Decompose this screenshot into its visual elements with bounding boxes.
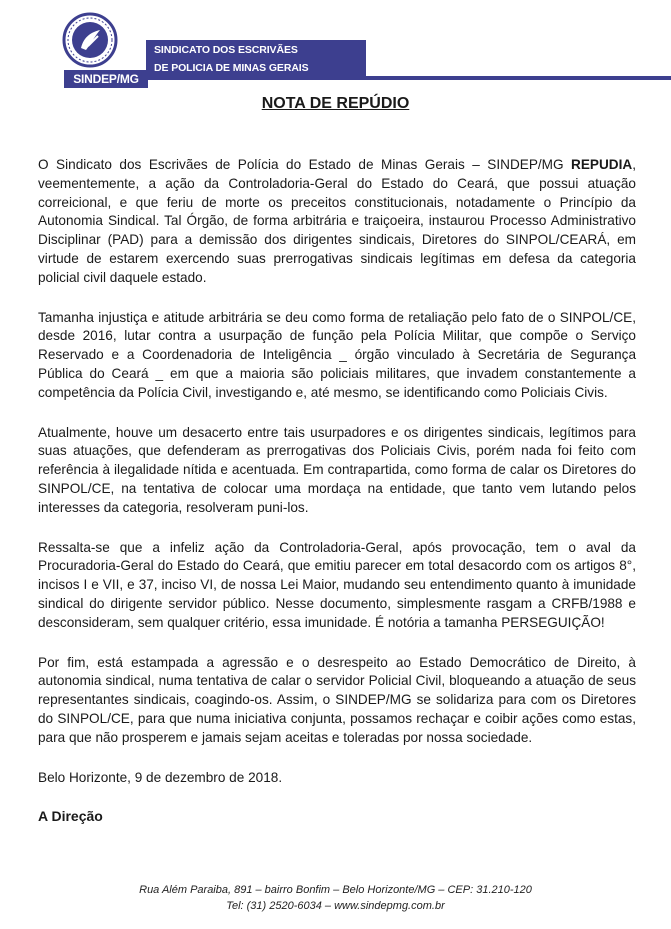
paragraph-1-emphasis: REPUDIA	[571, 157, 633, 172]
union-seal-icon	[62, 12, 118, 68]
paragraph-1	[38, 156, 636, 288]
brand-band	[146, 40, 366, 80]
signature: A Direção	[38, 808, 103, 825]
paragraph-2: Tamanha injustiça e atitude arbitrária se deu como forma de retaliação pelo fato de o SINPOL/CE, desde 2016, lutar contra a usurpação de função pela Polícia Militar, que compõe o Serviço Reservado e a Coordenadoria de Inteligência _ órgão vinculado à Secretária de Segurança Pública do Ceará _ em que a maioria são policiais militares, que invadem constantemente a competência da Polícia Civil, investigando e, até mesmo, se identificando como Policiais Civis.	[38, 309, 636, 400]
header-rule	[146, 76, 671, 80]
footer	[0, 882, 671, 914]
letterhead	[62, 12, 642, 86]
footer-contact: Tel: (31) 2520-6034 – www.sindepmg.com.br	[226, 900, 445, 912]
paragraph-1-rest: , veementemente, a ação da Controladoria-Geral do Estado do Ceará, que possui atuação correicional, e que feriu de morte os preceitos constitucionais, notadamente o Princípio da Autonomia Sindical. Tal Órgão, de forma arbitrária e traiçoeira, instaurou Processo Administrativo Disciplinar (PAD) para a demissão dos dirigentes sindicais, Diretores do SINPOL/CEARÁ, em virtude de estarem exercendo suas prerrogativas sindicais legítimas em defesa da categoria policial civil daquele estado.	[38, 157, 636, 285]
paragraph-5: Por fim, está estampada a agressão e o desrespeito ao Estado Democrático de Direito, à autonomia sindical, numa tentativa de calar o servidor Policial Civil, bloqueando a atuação de seus representantes sindicais, coagindo-os. Assim, o SINDEP/MG se solidariza para com os Diretores do SINPOL/CE, para que numa iniciativa conjunta, possamos rechaçar e coibir ações como estas, para que não prosperem e jamais sejam aceitas e toleradas por nossa sociedade.	[38, 654, 636, 745]
document-title: NOTA DE REPÚDIO	[261, 95, 410, 112]
brand-line-1: SINDICATO DOS ESCRIVÃES	[154, 44, 298, 56]
logo-abbreviation: SINDEP/MG	[64, 70, 148, 88]
paragraph-3: Atualmente, houve um desacerto entre tais usurpadores e os dirigentes sindicais, legítimos para suas atuações, que defenderam as prerrogativas dos Policiais Civis, porém nada foi feito com referência à ilegalidade nítida e acentuada. Em contrapartida, como forma de calar os Diretores do SINPOL/CE, na tentativa de colocar uma mordaça na entidade, que tanto vem lutando pelos interesses da categoria, resolveram puni-los.	[38, 424, 636, 515]
footer-address: Rua Além Paraiba, 891 – bairro Bonfim – Belo Horizonte/MG – CEP: 31.210-120	[139, 884, 532, 896]
paragraph-1-lead: O Sindicato dos Escrivães de Polícia do Estado de Minas Gerais – SINDEP/MG	[38, 157, 572, 172]
paragraph-4: Ressalta-se que a infeliz ação da Controladoria-Geral, após provocação, tem o aval da Procuradoria-Geral do Estado do Ceará, que emitiu parecer em total desacordo com os artigos 8°, incisos I e VII, e 37, inciso VI, de nossa Lei Maior, mudando seu entendimento quanto à imunidade sindical do dirigente servidor público. Nesse documento, simplesmente rasgam a CRFB/1988 e desconsideram, sem qualquer critério, essa imunidade. É notória a tamanha PERSEGUIÇÃO!	[38, 539, 636, 630]
document-date: Belo Horizonte, 9 de dezembro de 2018.	[38, 769, 283, 785]
brand-line-2: DE POLICIA DE MINAS GERAIS	[154, 62, 309, 74]
document-body	[38, 156, 636, 824]
